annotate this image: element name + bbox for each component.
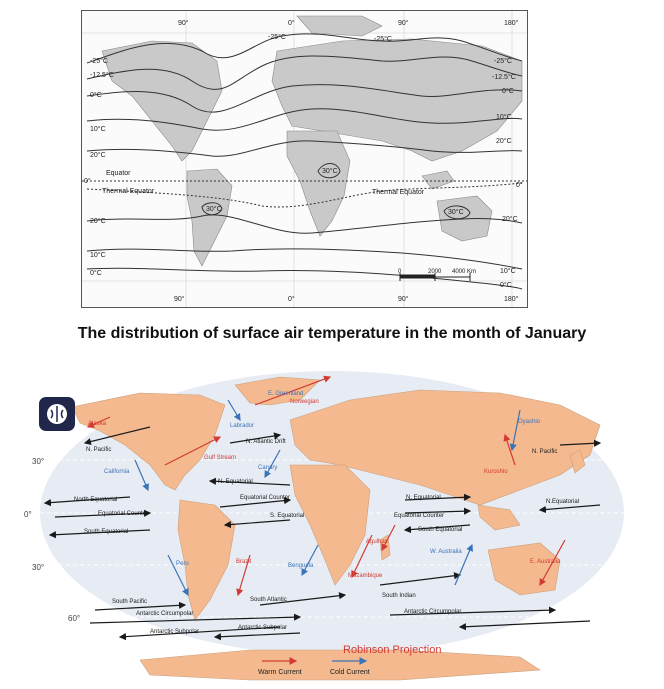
lat-30n: 30°: [32, 457, 45, 466]
iso-right-1: -25°C: [494, 58, 512, 65]
label-mozambique: Mozambique: [348, 573, 383, 579]
label-california: California: [104, 469, 130, 475]
brain-logo-icon: [39, 397, 75, 431]
label-kuroshio: Kuroshio: [484, 469, 508, 475]
thermal-equator-label-2: Thermal Equator: [372, 189, 425, 196]
isotherm-map: [81, 10, 528, 308]
label-n-equatorial-ind: N. Equatorial: [406, 495, 441, 501]
lat-0: 0°: [24, 510, 32, 519]
lat-30s: 30°: [32, 563, 45, 572]
label-n-pacific-e: N. Pacific: [532, 449, 558, 455]
label-alaska: Alaska: [88, 421, 107, 427]
label-e-australia: E. Australia: [530, 559, 561, 565]
legend-warm: Warm Current: [258, 669, 302, 676]
hot-spot-africa: 30°C: [322, 168, 338, 175]
ocean-currents-map: [0, 365, 664, 689]
label-labrador: Labrador: [230, 423, 255, 429]
label-equatorial-counter-ind: Equatorial Counter: [394, 513, 445, 519]
label-s-equatorial-ind: South Equatorial: [418, 527, 463, 533]
label-south-indian: South Indian: [382, 593, 416, 599]
top-lon-4: 180°: [504, 20, 519, 27]
equator-label: Equator: [106, 170, 131, 177]
label-canary: Canary: [258, 465, 278, 471]
label-n-equatorial-e: N.Equatorial: [546, 499, 580, 505]
iso-left-1: -25°C: [90, 58, 108, 65]
label-equatorial-counter-atl: Equatorial Counter: [240, 495, 291, 501]
label-antarctic-circ-e: Antarctic Circumpolar: [404, 609, 462, 615]
scale-2000: 2000: [428, 269, 442, 275]
label-n-pacific-w: N. Pacific: [86, 447, 112, 453]
label-n-equatorial-atl: N. Equatorial: [218, 479, 253, 485]
label-gulf-stream: Gulf Stream: [204, 455, 237, 461]
label-peru: Peru: [176, 561, 189, 567]
label-antarctic-circ-w: Antarctic Circumpolar: [136, 611, 194, 617]
iso-right-5: 20°C: [496, 138, 512, 145]
iso-top-2: -25°C: [374, 36, 392, 43]
bottom-lon-3: 90°: [398, 296, 409, 303]
right-lat: 0°: [516, 182, 523, 189]
label-south-atlantic: South Atlantic: [250, 597, 287, 603]
label-norwegian: Norwegian: [290, 399, 319, 405]
left-lat: 0°: [84, 178, 91, 185]
top-lon-3: 90°: [398, 20, 409, 27]
iso-right-4: 10°C: [496, 114, 512, 121]
iso-left-5: 20°C: [90, 152, 106, 159]
label-benguela: Benguela: [288, 563, 314, 569]
iso-left-7: 10°C: [90, 252, 106, 259]
label-n-atlantic-drift: N. Atlantic Drift: [246, 439, 286, 445]
label-antarctic-sub-w: Antarctic Subpolar: [150, 629, 200, 635]
label-w-australia: W. Australia: [430, 549, 462, 555]
iso-left-2: -12.5°C: [90, 72, 114, 79]
scale-0: 0: [398, 269, 402, 275]
iso-right-3: 0°C: [502, 88, 514, 95]
scale-4000: 4000 Km: [452, 269, 477, 275]
iso-right-7: 10°C: [500, 268, 516, 275]
bottom-lon-1: 90°: [174, 296, 185, 303]
hot-spot-samerica: 30°C: [206, 206, 222, 213]
iso-left-8: 0°C: [90, 270, 102, 277]
label-north-equatorial-w: North Equatorial: [74, 497, 118, 503]
bottom-lon-4: 180°: [504, 296, 519, 303]
label-oyashio: Oyashio: [518, 419, 541, 425]
label-s-equatorial-atl: S. Equatorial: [270, 513, 305, 519]
label-antarctic-sub-mid: Antarctic Subpolar: [238, 625, 288, 631]
bottom-lon-2: 0°: [288, 296, 295, 303]
iso-right-6: 20°C: [502, 216, 518, 223]
top-lon-2: 0°: [288, 20, 295, 27]
iso-left-6: 20°C: [90, 218, 106, 225]
label-south-equatorial-w: South Equatorial: [84, 529, 129, 535]
iso-right-8: 0°C: [500, 282, 512, 289]
label-equatorial-counter-w: Equatorial Counter: [98, 511, 149, 517]
thermal-equator-label-1: Thermal Equator: [102, 188, 155, 195]
iso-right-2: -12.5°C: [492, 74, 516, 81]
iso-top-1: -25°C: [268, 34, 286, 41]
label-agulhas: Agulhas: [366, 539, 388, 545]
top-lon-1: 90°: [178, 20, 189, 27]
label-brazil: Brazil: [236, 559, 252, 565]
hot-spot-australia: 30°C: [448, 209, 464, 216]
legend-cold: Cold Current: [330, 669, 370, 676]
ocean-currents-canvas: [0, 365, 664, 689]
map1-caption: The distribution of surface air temperature in the month of January: [77, 325, 587, 342]
iso-left-3: 0°C: [90, 92, 102, 99]
label-e-greenland: E. Greenland: [268, 391, 304, 397]
projection-label: Robinson Projection: [343, 644, 442, 656]
isotherm-map-canvas: [82, 11, 528, 308]
lat-60s: 60°: [68, 614, 81, 623]
iso-left-4: 10°C: [90, 126, 106, 133]
label-south-pacific: South Pacific: [112, 599, 148, 605]
